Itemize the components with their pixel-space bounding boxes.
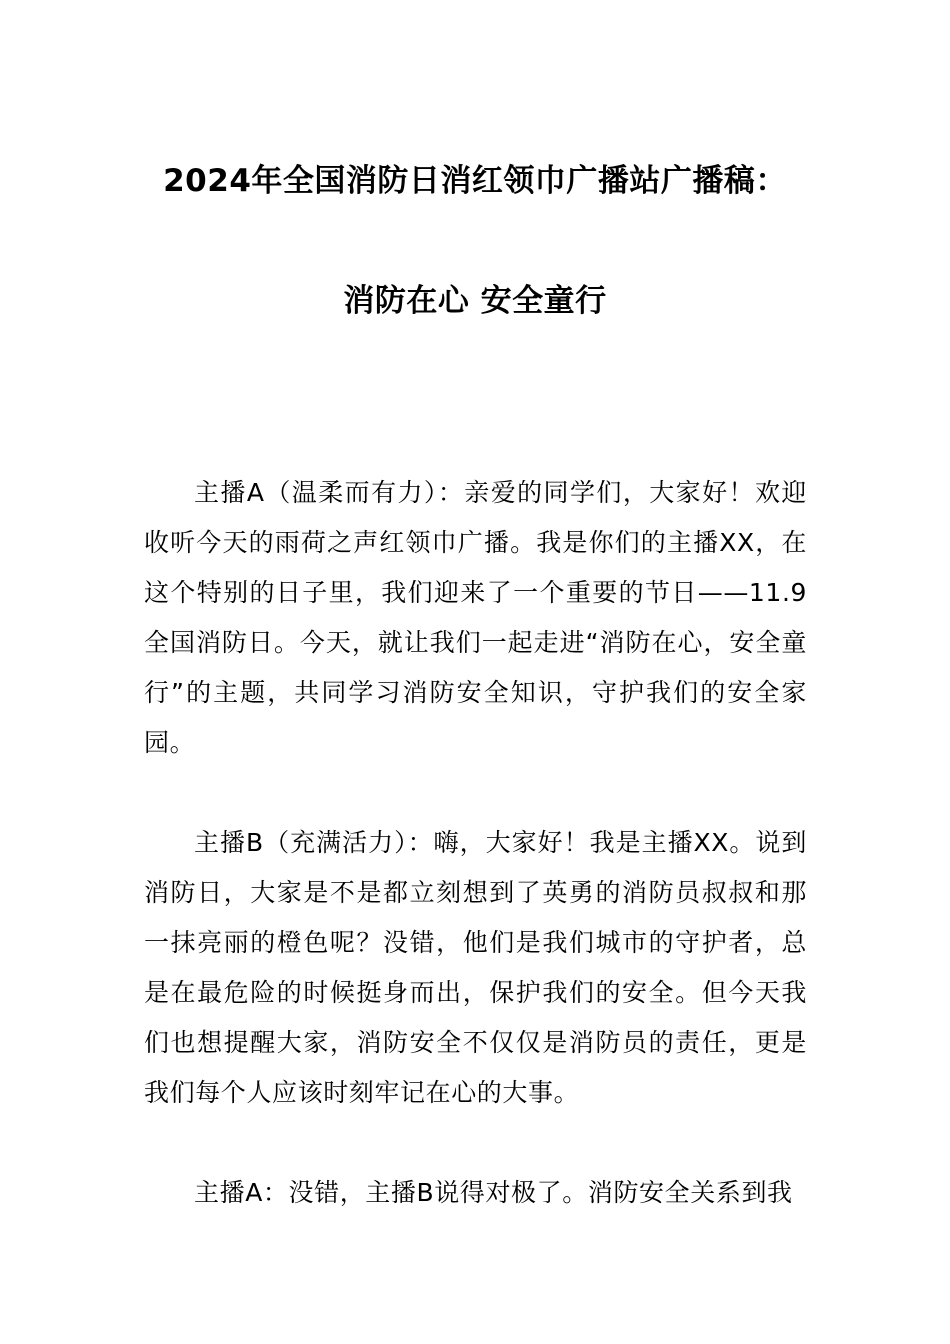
paragraph-host-a-intro: 主播A（温柔而有力）：亲爱的同学们，大家好！欢迎收听今天的雨荷之声红领巾广播。我是你们的主播XX，在这个特别的日子里，我们迎来了一个重要的节日——11.9全国消防日。今天，就让我们一起走进“消防在心，安全童行”的主题，共同学习消防安全知识，守护我们的安全家园。 [144,478,807,757]
paragraph-host-a-reply: 主播A：没错，主播B说得对极了。消防安全关系到我 [194,1178,793,1207]
document-subtitle: 消防在心 安全童行 [343,283,607,319]
paragraph-host-b-intro: 主播B（充满活力）：嗨，大家好！我是主播XX。说到消防日，大家是不是都立刻想到了英勇的消防员叔叔和那一抹亮丽的橙色呢？没错，他们是我们城市的守护者，总是在最危险的时候挺身而出，保护我们的安全。但今天我们也想提醒大家，消防安全不仅仅是消防员的责任，更是我们每个人应该时刻牢记在心的大事。 [144,828,807,1107]
document-title: 2024年全国消防日消红领巾广播站广播稿： [163,163,787,199]
document-body [144,468,807,1268]
